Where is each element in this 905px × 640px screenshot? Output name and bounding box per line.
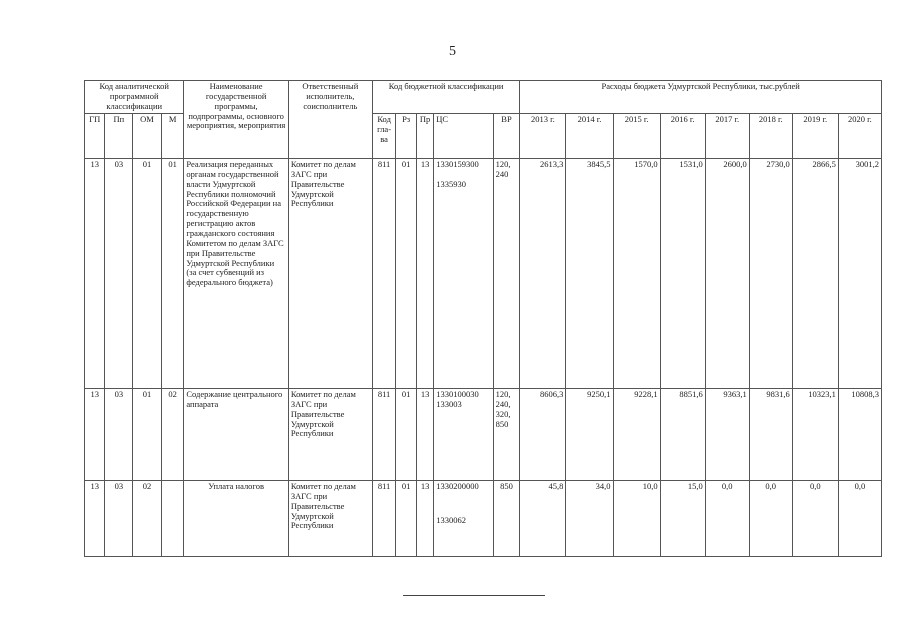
row-pr: 13 bbox=[416, 389, 433, 481]
row-value-2017: 9363,1 bbox=[705, 389, 749, 481]
row-cs-line: 1330159300 bbox=[436, 159, 479, 169]
row-vr-line: 850 bbox=[500, 481, 513, 491]
header-executor: Ответственный исполнитель, соисполнитель bbox=[288, 81, 372, 159]
header-vr: ВР bbox=[493, 114, 520, 159]
row-executor: Комитет по делам ЗАГС при Правительстве Удмуртской Республики bbox=[288, 481, 372, 557]
row-value-2016: 15,0 bbox=[660, 481, 705, 557]
row-rz: 01 bbox=[396, 481, 416, 557]
row-value-2013: 45,8 bbox=[520, 481, 566, 557]
row-gp: 13 bbox=[85, 389, 105, 481]
row-value-2017: 2600,0 bbox=[705, 159, 749, 389]
row-value-2014: 3845,5 bbox=[566, 159, 613, 389]
row-value-2017: 0,0 bbox=[705, 481, 749, 557]
row-executor: Комитет по делам ЗАГС при Правительстве Удмуртской Республики bbox=[288, 159, 372, 389]
header-cs: ЦС bbox=[434, 114, 493, 159]
row-value-2015: 10,0 bbox=[613, 481, 660, 557]
header-expenses: Расходы бюджета Удмуртской Республики, тыс.рублей bbox=[520, 81, 882, 114]
budget-table bbox=[84, 80, 882, 557]
header-year-2016: 2016 г. bbox=[660, 114, 705, 159]
row-vr bbox=[493, 481, 520, 557]
row-value-2019: 2866,5 bbox=[792, 159, 838, 389]
row-vr-line: 240, bbox=[495, 398, 511, 409]
row-pp: 03 bbox=[105, 159, 133, 389]
row-cs-line: 1330200000 bbox=[436, 481, 479, 491]
row-value-2020: 3001,2 bbox=[838, 159, 881, 389]
row-name: Реализация переданных органам государственной власти Удмуртской Республики полномочий Российской Федерации на государственную регистрацию актов гражданского состояния Комитетом по делам ЗАГС при Правительстве Удмуртской Республики (за счет субвенций из федерального бюджета) bbox=[184, 159, 288, 389]
row-cs-line: 1335930 bbox=[436, 178, 467, 189]
row-value-2015: 9228,1 bbox=[613, 389, 660, 481]
row-vr bbox=[493, 389, 520, 481]
row-pr: 13 bbox=[416, 481, 433, 557]
row-value-2014: 9250,1 bbox=[566, 389, 613, 481]
row-vr bbox=[493, 159, 520, 389]
row-gp: 13 bbox=[85, 159, 105, 389]
header-year-2017: 2017 г. bbox=[705, 114, 749, 159]
row-value-2019: 10323,1 bbox=[792, 389, 838, 481]
row-cs-line: 133003 bbox=[436, 398, 462, 409]
row-vr-line: 320, bbox=[495, 408, 511, 419]
row-cs bbox=[434, 159, 493, 389]
header-year-2020: 2020 г. bbox=[838, 114, 881, 159]
row-value-2014: 34,0 bbox=[566, 481, 613, 557]
row-glava: 811 bbox=[372, 159, 396, 389]
row-value-2013: 2613,3 bbox=[520, 159, 566, 389]
header-pr: Пр bbox=[416, 114, 433, 159]
row-value-2018: 9831,6 bbox=[749, 389, 792, 481]
row-pp: 03 bbox=[105, 481, 133, 557]
row-m: 01 bbox=[161, 159, 184, 389]
row-vr-line: 850 bbox=[495, 418, 509, 429]
row-vr-line: 120, bbox=[495, 159, 511, 169]
row-value-2016: 8851,6 bbox=[660, 389, 705, 481]
page-number: 5 bbox=[449, 44, 456, 59]
row-cs-line: 1330062 bbox=[436, 514, 467, 525]
row-value-2015: 1570,0 bbox=[613, 159, 660, 389]
footer-rule bbox=[403, 595, 545, 596]
row-vr-line: 240 bbox=[495, 168, 509, 179]
header-gp: ГП bbox=[85, 114, 105, 159]
row-rz: 01 bbox=[396, 389, 416, 481]
header-year-2019: 2019 г. bbox=[792, 114, 838, 159]
row-cs bbox=[434, 389, 493, 481]
header-om: ОМ bbox=[133, 114, 162, 159]
row-om: 01 bbox=[133, 389, 162, 481]
row-rz: 01 bbox=[396, 159, 416, 389]
row-name: Содержание центрального аппарата bbox=[184, 389, 288, 481]
row-value-2020: 10808,3 bbox=[838, 389, 881, 481]
table-row bbox=[85, 481, 882, 557]
row-glava: 811 bbox=[372, 389, 396, 481]
header-year-2013: 2013 г. bbox=[520, 114, 566, 159]
row-value-2020: 0,0 bbox=[838, 481, 881, 557]
header-budget-code: Код бюджетной классификации bbox=[372, 81, 520, 114]
row-value-2019: 0,0 bbox=[792, 481, 838, 557]
row-om: 01 bbox=[133, 159, 162, 389]
row-cs-line: 1330100030 bbox=[436, 389, 479, 399]
table-row bbox=[85, 159, 882, 389]
row-value-2018: 2730,0 bbox=[749, 159, 792, 389]
header-year-2014: 2014 г. bbox=[566, 114, 613, 159]
row-m: 02 bbox=[161, 389, 184, 481]
header-analytic-code: Код аналитической программной классификации bbox=[85, 81, 184, 114]
header-name: Наименование государственной программы, подпрограммы, основного мероприятия, мероприятия bbox=[184, 81, 288, 159]
header-year-2018: 2018 г. bbox=[749, 114, 792, 159]
row-value-2018: 0,0 bbox=[749, 481, 792, 557]
row-name: Уплата налогов bbox=[184, 481, 288, 557]
row-value-2013: 8606,3 bbox=[520, 389, 566, 481]
header-m: М bbox=[161, 114, 184, 159]
row-glava: 811 bbox=[372, 481, 396, 557]
row-executor: Комитет по делам ЗАГС при Правительстве Удмуртской Республики bbox=[288, 389, 372, 481]
row-vr-line: 120, bbox=[495, 389, 511, 399]
header-glava: Код гла-ва bbox=[372, 114, 396, 159]
header-pp: Пп bbox=[105, 114, 133, 159]
row-pp: 03 bbox=[105, 389, 133, 481]
header-rz: Рз bbox=[396, 114, 416, 159]
table-row bbox=[85, 389, 882, 481]
row-pr: 13 bbox=[416, 159, 433, 389]
row-cs bbox=[434, 481, 493, 557]
row-om: 02 bbox=[133, 481, 162, 557]
header-year-2015: 2015 г. bbox=[613, 114, 660, 159]
row-gp: 13 bbox=[85, 481, 105, 557]
header-row-1 bbox=[85, 81, 882, 114]
row-m bbox=[161, 481, 184, 557]
row-value-2016: 1531,0 bbox=[660, 159, 705, 389]
